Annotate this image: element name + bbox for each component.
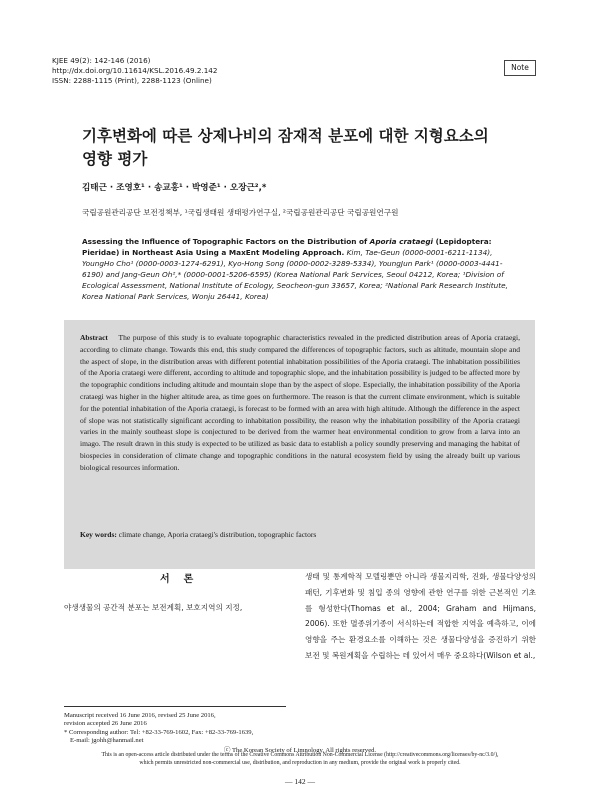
intro-left-column: 야생생물의 공간적 분포는 보전계획, 보호지역의 지정, <box>64 603 243 612</box>
keywords <box>80 530 520 539</box>
journal-header <box>52 56 217 86</box>
license-line2: which permits unrestricted non-commercial use, distribution, and reproduction in any medium, provide the original work is properly cited. <box>139 759 461 766</box>
english-authors-affiliation: Kim, Tae-Geun (0000-0001-6211-1134), YoungHo Cho¹ (0000-0003-1274-6291), Kyo-Hong Song (0000-0002-3289-5334), YoungJun Park¹ (0000-0003-4441-6190) and Jang-Geun Oh²,* (0000-0001-5206-6595) (Korea National Park Services, Seoul 04212, Korea; ¹Division of Ecological Assessment, National Institute of Ecology, Seocheon-gun 33657, Korea; ²National Park Research Institute, Korea National Park Services, Wonju 26441, Korea) <box>82 248 508 301</box>
footnote-corresponding: * Corresponding author: Tel: +82-33-769-1602, Fax: +82-33-769-1639, <box>64 728 254 736</box>
page-number: — 142 — <box>285 777 315 786</box>
footnote-email[interactable]: E-mail: jgohh@hanmail.net <box>70 737 144 745</box>
abstract-text: The purpose of this study is to evaluate topographic characteristics revealed in the predicted distribution areas of Aporia crataegi, according to climate change. Towards this end, this study compared the differences of topographic factors, such as altitude, mountain slope and the aspect of slope, in the distribution areas with different potential inhabitation possibilities of the Aporia crataegi. The inhabitation possibilities of the Aporia crataegi were different, according to altitude and topographic slope, and the inhabitation possibility is judged to be affected more by the topographic conditions including altitude and mountain slope than by the aspect of slope. Especially, the inhabitation possibility of the Aporia crataegi was higher in the higher altitude area, as time goes on furthermore. The reason is that the current climate environment, which is suitable for the potential inhabitation of the Aporia crataegi, is forecast to be formed with an area with high altitude. Although the difference in the aspect of slope was not statistically significant according to inhabitation possibility, the reason why the inhabitation possibility of the Aporia crataegi varies in the mainly southeast slope is conjectured to be derived from the warmer heat environmental condition to grow from a larva into an imago. The result drawn in this study is expected to be utilized as basic data to establish a policy soundly preserving and managing the habitat of biospecies in consideration of climate change and topographic conditions in the natural ecosystem field by using the already built up various biological resources information. <box>80 333 520 472</box>
keywords-label: Key words: <box>80 530 117 539</box>
korean-affiliation: 국립공원관리공단 보전정책부, ¹국립생태원 생태평가연구실, ²국립공원관리공단 국립공원연구원 <box>82 208 399 217</box>
abstract-label: Abstract <box>80 333 108 342</box>
keywords-text: climate change, Aporia crataegi's distribution, topographic factors <box>116 530 317 539</box>
issn-line: ISSN: 2288-1115 (Print), 2288-1123 (Online) <box>52 76 212 85</box>
english-title-part2: (Lepidoptera: Pieridae) in Northeast Asia Using a MaxEnt Modeling Approach. <box>82 237 492 257</box>
article-type-badge: Note <box>504 60 536 76</box>
abstract <box>80 332 520 474</box>
footnote-accepted: revision accepted 26 June 2016 <box>64 720 147 728</box>
english-citation-block <box>82 236 518 302</box>
intro-right-column: 생태 및 통계학적 모델링뿐만 아니라 생물지리학, 진화, 생물다양성의 패턴, 기후변화 및 침입 종의 영향에 관한 연구를 위한 근본적인 기초를 형성한다(Thomas et al., 2004; Graham and Hijmans, 2006). 또한 멸종위기종이 서식하는데 적합한 지역을 예측하고, 이에 영향을 주는 환경요소를 이해하는 것은 생물다양성을 증진하기 위한 보전 및 복원계획을 수립하는 데 있어서 매우 중요하다(Wilson et al., <box>305 572 536 660</box>
copyright-notice: ⓒ The Korean Society of Limnology. All rights reserved. <box>223 747 377 754</box>
section-title-introduction: 서론 <box>160 574 208 585</box>
korean-title <box>82 125 542 171</box>
doi-link[interactable]: http://dx.doi.org/10.11614/KSL.2016.49.2.142 <box>52 66 218 75</box>
english-title-part1: Assessing the Influence of Topographic Factors on the Distribution of <box>82 237 370 246</box>
footnotes <box>64 712 294 746</box>
footnote-divider <box>64 706 286 707</box>
footnote-received: Manuscript received 16 June 2016, revised 25 June 2016, <box>64 712 216 719</box>
citation-line: KJEE 49(2): 142-146 (2016) <box>52 56 151 65</box>
korean-title-line2: 영향 평가 <box>82 150 148 168</box>
license-notice <box>64 752 536 767</box>
license-line1: This is an open-access article distributed under the terms of the Creative Commons Attribution Non-Commercial License (http://creativecommons.org/licenses/by-nc/3.0/), <box>101 752 499 758</box>
english-title-species: Aporia crataegi <box>369 237 434 246</box>
korean-title-line1: 기후변화에 따른 상제나비의 잠재적 분포에 대한 지형요소의 <box>82 127 489 145</box>
korean-authors: 김태근 · 조영호¹ · 송교홍¹ · 박영준¹ · 오장근²,* <box>82 183 267 193</box>
